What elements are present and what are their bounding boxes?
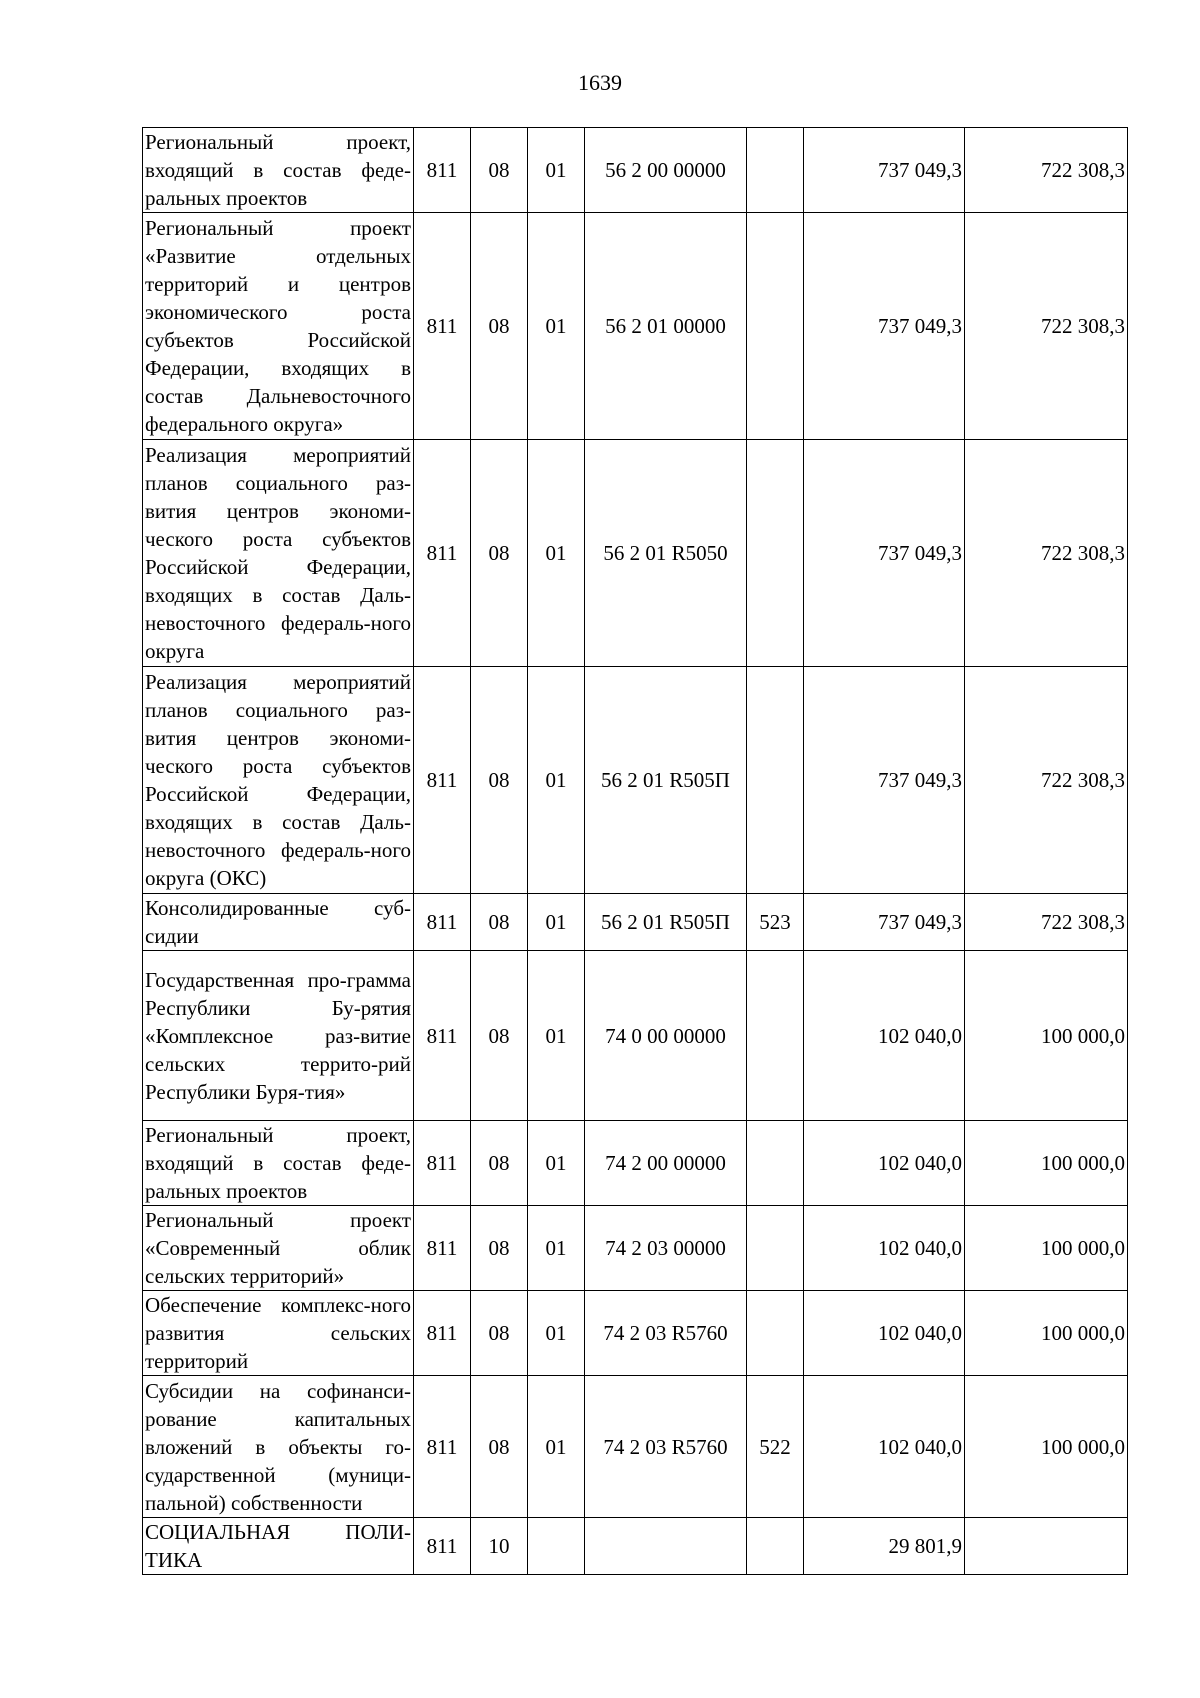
amount-year-2-cell: 722 308,3 bbox=[965, 440, 1128, 667]
target-article-cell: 56 2 01 00000 bbox=[585, 213, 747, 440]
amount-year-2-cell: 722 308,3 bbox=[965, 667, 1128, 894]
ministry-code-cell: 811 bbox=[414, 1121, 471, 1206]
target-article-cell: 74 2 03 R5760 bbox=[585, 1376, 747, 1518]
target-article-cell: 56 2 01 R505П bbox=[585, 667, 747, 894]
amount-year-2-cell: 100 000,0 bbox=[965, 1376, 1128, 1518]
target-article-cell: 74 0 00 00000 bbox=[585, 951, 747, 1121]
subsection-code-cell: 01 bbox=[528, 951, 585, 1121]
amount-year-1-cell: 102 040,0 bbox=[804, 1121, 965, 1206]
amount-year-2-cell: 722 308,3 bbox=[965, 894, 1128, 951]
table-row bbox=[143, 951, 1128, 1121]
ministry-code-cell: 811 bbox=[414, 1518, 471, 1575]
amount-year-1-cell: 102 040,0 bbox=[804, 1376, 965, 1518]
amount-year-1-cell: 737 049,3 bbox=[804, 440, 965, 667]
subsection-code-cell: 01 bbox=[528, 213, 585, 440]
amount-year-1-cell: 737 049,3 bbox=[804, 667, 965, 894]
target-article-cell: 74 2 03 00000 bbox=[585, 1206, 747, 1291]
ministry-code-cell: 811 bbox=[414, 1291, 471, 1376]
section-code-cell: 08 bbox=[471, 1376, 528, 1518]
row-name-cell: Консолидированные суб-сидии bbox=[143, 894, 414, 951]
subsection-code-cell: 01 bbox=[528, 128, 585, 213]
row-name-cell: Государственная про-грамма Республики Бу-рятия «Комплексное раз-витие сельских террито-рий Республики Буря-тия» bbox=[143, 951, 414, 1121]
target-article-cell bbox=[585, 1518, 747, 1575]
expense-type-cell bbox=[747, 1206, 804, 1291]
subsection-code-cell: 01 bbox=[528, 667, 585, 894]
expense-type-cell: 523 bbox=[747, 894, 804, 951]
table-row bbox=[143, 1376, 1128, 1518]
budget-table bbox=[142, 127, 1128, 1575]
subsection-code-cell: 01 bbox=[528, 1376, 585, 1518]
section-code-cell: 08 bbox=[471, 1291, 528, 1376]
amount-year-2-cell: 100 000,0 bbox=[965, 1121, 1128, 1206]
row-name-cell: СОЦИАЛЬНАЯ ПОЛИ-ТИКА bbox=[143, 1518, 414, 1575]
expense-type-cell bbox=[747, 667, 804, 894]
target-article-cell: 74 2 03 R5760 bbox=[585, 1291, 747, 1376]
row-name-cell: Обеспечение комплекс-ного развития сельских территорий bbox=[143, 1291, 414, 1376]
expense-type-cell bbox=[747, 951, 804, 1121]
amount-year-2-cell: 722 308,3 bbox=[965, 213, 1128, 440]
amount-year-1-cell: 102 040,0 bbox=[804, 1291, 965, 1376]
table-row bbox=[143, 128, 1128, 213]
subsection-code-cell: 01 bbox=[528, 1206, 585, 1291]
table-row bbox=[143, 667, 1128, 894]
target-article-cell: 74 2 00 00000 bbox=[585, 1121, 747, 1206]
target-article-cell: 56 2 01 R5050 bbox=[585, 440, 747, 667]
row-name-cell: Субсидии на софинанси-рование капитальных вложений в объекты го-сударственной (муници-пальной) собственности bbox=[143, 1376, 414, 1518]
row-name-cell: Региональный проект, входящий в состав феде-ральных проектов bbox=[143, 128, 414, 213]
amount-year-2-cell: 100 000,0 bbox=[965, 1206, 1128, 1291]
section-code-cell: 08 bbox=[471, 894, 528, 951]
amount-year-1-cell: 737 049,3 bbox=[804, 213, 965, 440]
ministry-code-cell: 811 bbox=[414, 213, 471, 440]
subsection-code-cell: 01 bbox=[528, 1121, 585, 1206]
amount-year-1-cell: 102 040,0 bbox=[804, 951, 965, 1121]
row-name-cell: Реализация мероприятий планов социального раз-вития центров экономи-ческого роста субъектов Российской Федерации, входящих в состав Даль-невосточного федераль-ного округа bbox=[143, 440, 414, 667]
amount-year-2-cell: 722 308,3 bbox=[965, 128, 1128, 213]
row-name-cell: Региональный проект «Развитие отдельных территорий и центров экономического роста субъектов Российской Федерации, входящих в состав Дальневосточного федерального округа» bbox=[143, 213, 414, 440]
amount-year-2-cell bbox=[965, 1518, 1128, 1575]
ministry-code-cell: 811 bbox=[414, 1206, 471, 1291]
ministry-code-cell: 811 bbox=[414, 128, 471, 213]
table-row bbox=[143, 894, 1128, 951]
row-name-cell: Реализация мероприятий планов социального раз-вития центров экономи-ческого роста субъектов Российской Федерации, входящих в состав Даль-невосточного федераль-ного округа (ОКС) bbox=[143, 667, 414, 894]
page-number: 1639 bbox=[578, 70, 622, 95]
table-row bbox=[143, 440, 1128, 667]
table-row bbox=[143, 1291, 1128, 1376]
section-code-cell: 08 bbox=[471, 667, 528, 894]
amount-year-1-cell: 737 049,3 bbox=[804, 894, 965, 951]
expense-type-cell bbox=[747, 128, 804, 213]
row-name-cell: Региональный проект, входящий в состав феде-ральных проектов bbox=[143, 1121, 414, 1206]
subsection-code-cell: 01 bbox=[528, 894, 585, 951]
subsection-code-cell: 01 bbox=[528, 1291, 585, 1376]
amount-year-2-cell: 100 000,0 bbox=[965, 1291, 1128, 1376]
table-row bbox=[143, 213, 1128, 440]
target-article-cell: 56 2 00 00000 bbox=[585, 128, 747, 213]
table-row bbox=[143, 1518, 1128, 1575]
amount-year-1-cell: 29 801,9 bbox=[804, 1518, 965, 1575]
amount-year-1-cell: 102 040,0 bbox=[804, 1206, 965, 1291]
section-code-cell: 08 bbox=[471, 1206, 528, 1291]
amount-year-2-cell: 100 000,0 bbox=[965, 951, 1128, 1121]
ministry-code-cell: 811 bbox=[414, 1376, 471, 1518]
target-article-cell: 56 2 01 R505П bbox=[585, 894, 747, 951]
amount-year-1-cell: 737 049,3 bbox=[804, 128, 965, 213]
budget-table-body bbox=[143, 128, 1128, 1575]
expense-type-cell bbox=[747, 440, 804, 667]
section-code-cell: 08 bbox=[471, 951, 528, 1121]
subsection-code-cell bbox=[528, 1518, 585, 1575]
ministry-code-cell: 811 bbox=[414, 894, 471, 951]
ministry-code-cell: 811 bbox=[414, 440, 471, 667]
ministry-code-cell: 811 bbox=[414, 951, 471, 1121]
row-name-cell: Региональный проект «Современный облик сельских территорий» bbox=[143, 1206, 414, 1291]
expense-type-cell: 522 bbox=[747, 1376, 804, 1518]
section-code-cell: 08 bbox=[471, 128, 528, 213]
table-row bbox=[143, 1206, 1128, 1291]
section-code-cell: 08 bbox=[471, 1121, 528, 1206]
section-code-cell: 08 bbox=[471, 213, 528, 440]
section-code-cell: 10 bbox=[471, 1518, 528, 1575]
expense-type-cell bbox=[747, 1291, 804, 1376]
ministry-code-cell: 811 bbox=[414, 667, 471, 894]
section-code-cell: 08 bbox=[471, 440, 528, 667]
expense-type-cell bbox=[747, 1121, 804, 1206]
subsection-code-cell: 01 bbox=[528, 440, 585, 667]
expense-type-cell bbox=[747, 1518, 804, 1575]
table-row bbox=[143, 1121, 1128, 1206]
expense-type-cell bbox=[747, 213, 804, 440]
